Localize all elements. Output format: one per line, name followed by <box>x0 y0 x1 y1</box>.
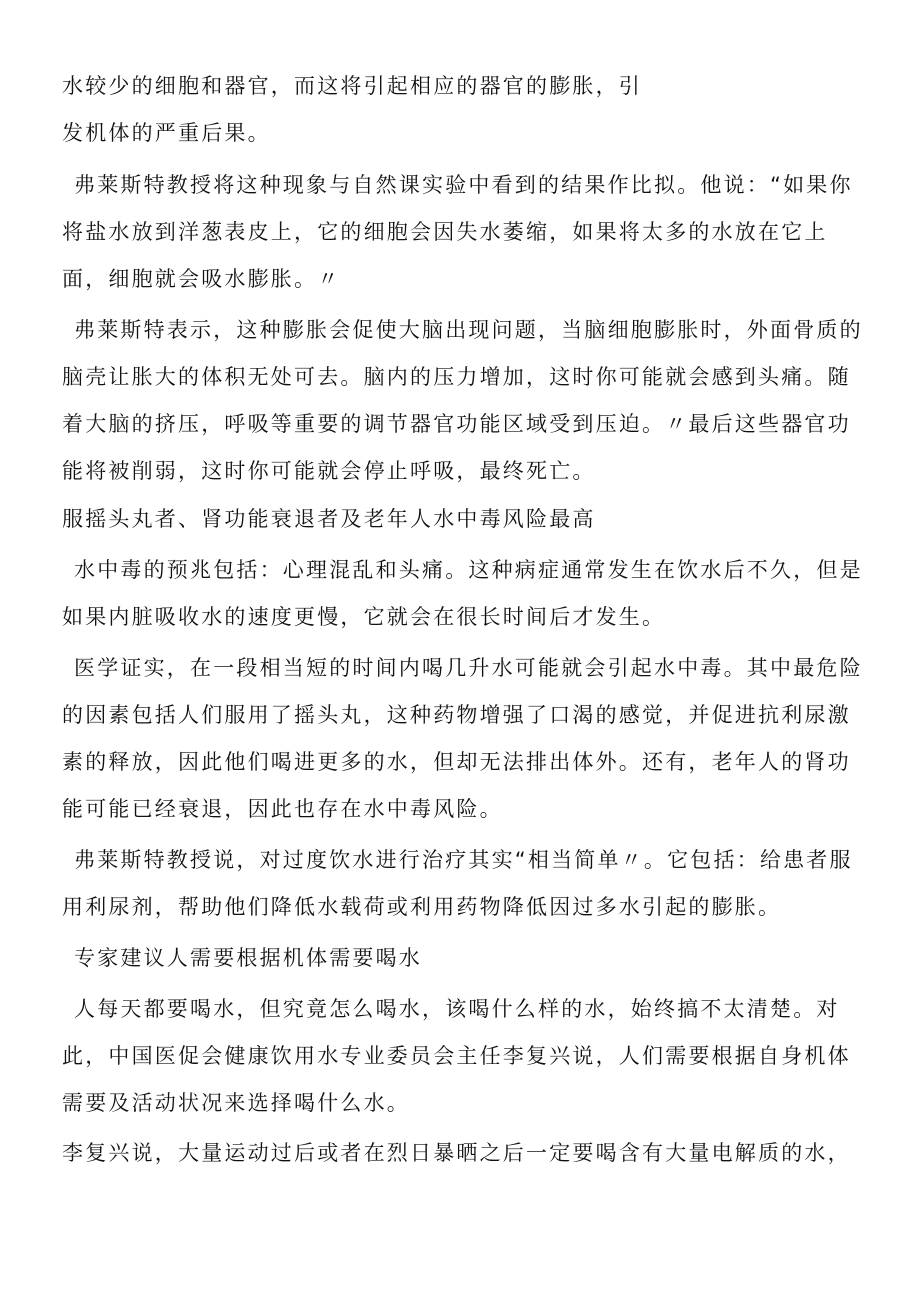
paragraph-start-line: 医学证实，在一段相当短的时间内喝几升水可能就会引起水中毒。其中最危险 <box>74 656 863 680</box>
text-line: 需要及活动状况来选择喝什么水。 <box>62 1091 410 1115</box>
paragraph-start-line: 弗莱斯特教授说，对过度饮水进行治疗其实“相当简单〃。它包括：给患者服 <box>74 848 853 872</box>
paragraph-start-line: 弗莱斯特教授将这种现象与自然课实验中看到的结果作比拟。他说：“如果你 <box>74 173 853 197</box>
text-line: 将盐水放到洋葱表皮上，它的细胞会因失水萎缩，如果将太多的水放在它上 <box>62 220 828 244</box>
paragraph-start-line: 水中毒的预兆包括：心理混乱和头痛。这种病症通常发生在饮水后不久，但是 <box>74 558 863 582</box>
text-line: 水较少的细胞和器官，而这将引起相应的器官的膨胀，引 <box>62 74 642 98</box>
text-line: 用利尿剂，帮助他们降低水载荷或利用药物降低因过多水引起的膨胀。 <box>62 895 782 919</box>
text-line: 发机体的严重后果。 <box>62 121 271 145</box>
text-line: 此，中国医促会健康饮用水专业委员会主任李复兴说，人们需要根据自身机体 <box>62 1044 851 1068</box>
text-line: 的因素包括人们服用了摇头丸，这种药物增强了口渴的感觉，并促进抗利尿激 <box>62 703 851 727</box>
text-line: 如果内脏吸收水的速度更慢，它就会在很长时间后才发生。 <box>62 605 666 629</box>
section-heading: 专家建议人需要根据机体需要喝水 <box>74 946 422 970</box>
text-line: 着大脑的挤压，呼吸等重要的调节器官功能区域受到压迫。〃最后这些器官功 <box>62 412 851 436</box>
text-line: 脑壳让胀大的体积无处可去。脑内的压力增加，这时你可能就会感到头痛。随 <box>62 365 851 389</box>
paragraph-start-line: 人每天都要喝水，但究竟怎么喝水，该喝什么样的水，始终搞不太清楚。对 <box>74 997 840 1021</box>
section-heading: 服摇头丸者、肾功能衰退者及老年人水中毒风险最高 <box>62 507 596 531</box>
text-line: 李复兴说，大量运动过后或者在烈日暴晒之后一定要喝含有大量电解质的水， <box>62 1141 851 1165</box>
paragraph-start-line: 弗莱斯特表示，这种膨胀会促使大脑出现问题，当脑细胞膨胀时，外面骨质的 <box>74 318 863 342</box>
text-line: 面，细胞就会吸水膨胀。〃 <box>62 267 341 291</box>
text-line: 能可能已经衰退，因此也存在水中毒风险。 <box>62 797 503 821</box>
text-line: 素的释放，因此他们喝进更多的水，但却无法排出体外。还有，老年人的肾功 <box>62 750 851 774</box>
text-line: 能将被削弱，这时你可能就会停止呼吸，最终死亡。 <box>62 459 596 483</box>
